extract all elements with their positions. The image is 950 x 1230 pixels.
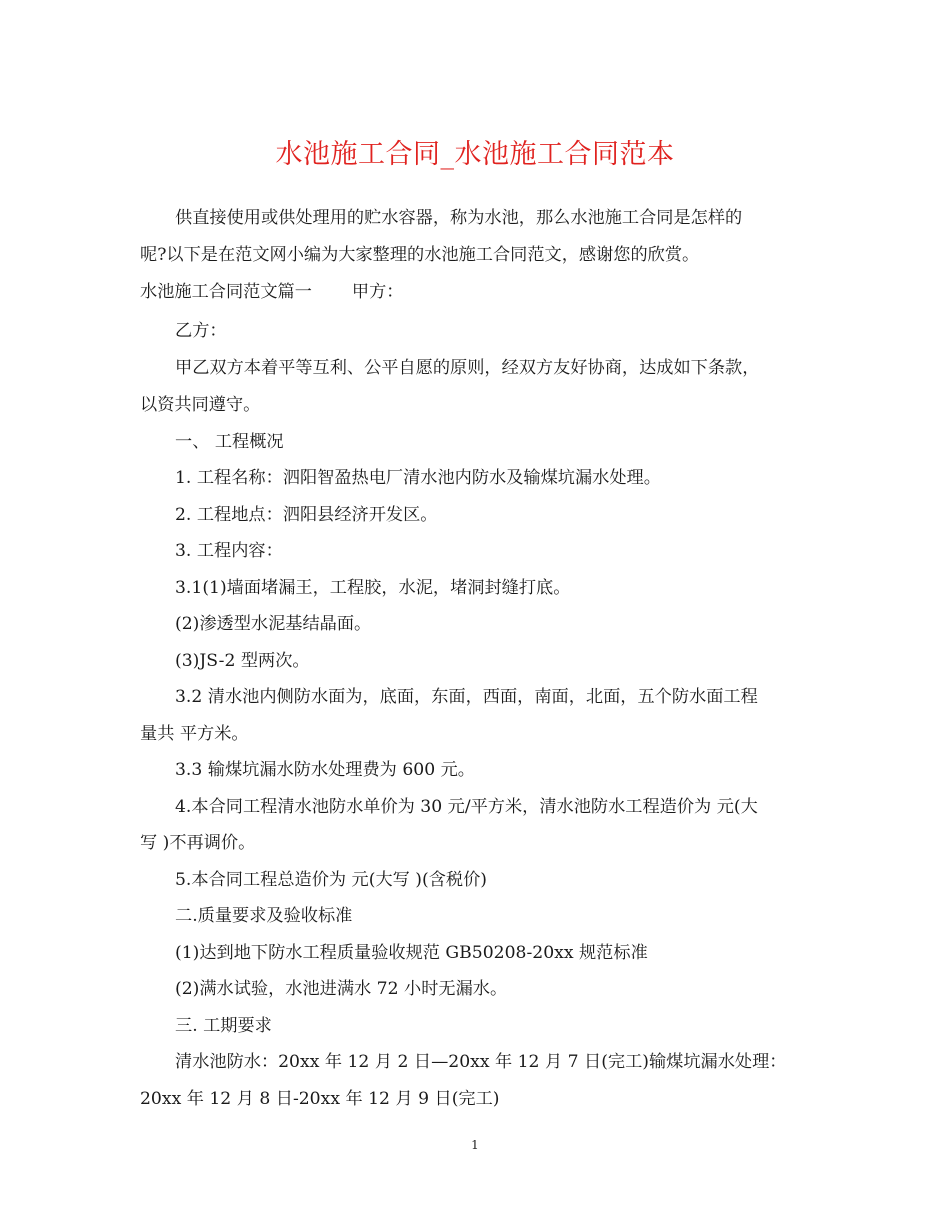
paragraph-line: 以资共同遵守。 xyxy=(140,395,261,415)
paragraph-line xyxy=(140,280,403,304)
page-number: 1 xyxy=(471,1138,479,1152)
party-b-label: 乙方： xyxy=(175,321,227,341)
list-item: 1. 工程名称：泗阳智盈热电厂清水池内防水及输煤坑漏水处理。 xyxy=(175,468,661,488)
list-item: 3. 工程内容： xyxy=(175,541,283,561)
list-item: (2)渗透型水泥基结晶面。 xyxy=(175,614,372,634)
paragraph-line: 20xx 年 12 月 8 日-20xx 年 12 月 9 日(完工) xyxy=(140,1089,500,1109)
section-heading: 二.质量要求及验收标准 xyxy=(175,906,353,926)
list-item: (1)达到地下防水工程质量验收规范 GB50208-20xx 规范标准 xyxy=(175,943,648,963)
section-heading: 水池施工合同范文篇一 xyxy=(140,282,312,302)
paragraph-line: 写 )不再调价。 xyxy=(140,833,256,853)
list-item: 2. 工程地点：泗阳县经济开发区。 xyxy=(175,505,438,525)
party-a-label: 甲方： xyxy=(351,282,404,302)
list-item: 3.3 输煤坑漏水防水处理费为 600 元。 xyxy=(175,760,475,780)
paragraph-line: 供直接使用或供处理用的贮水容器，称为水池，那么水池施工合同是怎样的 xyxy=(175,208,743,228)
list-item: (3)JS-2 型两次。 xyxy=(175,651,310,671)
list-item: 4.本合同工程清水池防水单价为 30 元/平方米，清水池防水工程造价为 元(大 xyxy=(175,797,758,817)
paragraph-line: 量共 平方米。 xyxy=(140,724,249,744)
list-item: 5.本合同工程总造价为 元(大写 )(含税价) xyxy=(175,870,487,890)
paragraph-line: 甲乙双方本着平等互利、公平自愿的原则，经双方友好协商，达成如下条款， xyxy=(175,358,760,378)
section-heading: 一、 工程概况 xyxy=(175,432,284,452)
list-item: 3.2 清水池内侧防水面为，底面，东面，西面，南面，北面，五个防水面工程 xyxy=(175,687,758,707)
list-item: (2)满水试验，水池进满水 72 小时无漏水。 xyxy=(175,979,508,999)
paragraph-line: 呢?以下是在范文网小编为大家整理的水池施工合同范文，感谢您的欣赏。 xyxy=(140,245,700,265)
section-heading: 三. 工期要求 xyxy=(175,1016,272,1036)
paragraph-line: 清水池防水：20xx 年 12 月 2 日—20xx 年 12 月 7 日(完工)输煤坑漏水处理： xyxy=(175,1052,787,1072)
document-title: 水池施工合同_水池施工合同范本 xyxy=(275,139,675,170)
list-item: 3.1(1)墙面堵漏王，工程胶，水泥，堵洞封缝打底。 xyxy=(175,578,571,598)
